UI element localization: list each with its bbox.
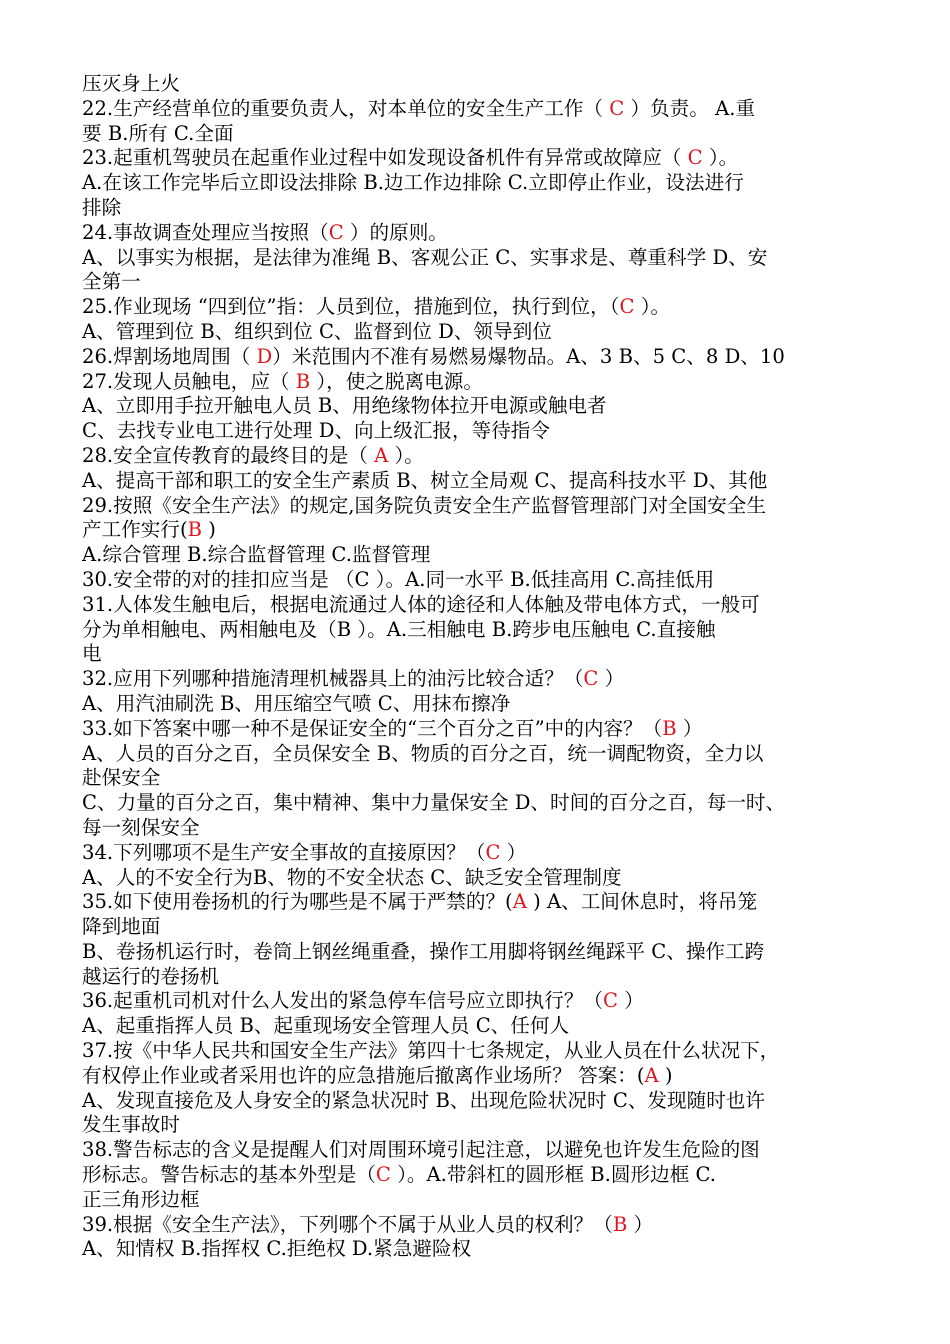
text-line [82, 345, 882, 370]
answer-letter: A [374, 443, 389, 467]
answer-letter: B [295, 369, 311, 393]
text-line [82, 1213, 882, 1238]
line-text: 压灭身上火 [82, 72, 180, 95]
text-line [82, 593, 882, 618]
answer-letter: B [662, 716, 677, 740]
line-text: 正三角形边框 [82, 1187, 200, 1211]
answer-letter: B [612, 1212, 628, 1236]
line-text: A、知情权 B.指挥权 C.拒绝权 D.紧急避险权 [82, 1237, 472, 1261]
line-text: 24.事故调查处理应当按照（ [82, 220, 329, 244]
text-line [82, 890, 882, 915]
line-text: 电 [82, 642, 102, 666]
line-text: 要 B.所有 C.全面 [82, 121, 234, 145]
line-text: A、发现直接危及人身安全的紧急状况时 B、出现危险状况时 C、发现随时也许 [82, 1088, 765, 1112]
text-line [82, 989, 882, 1014]
answer-letter: C [619, 295, 635, 319]
line-text-tail: ）的原则。 [343, 220, 448, 244]
line-text: 降到地面 [82, 915, 161, 939]
text-line [82, 940, 882, 965]
line-text: 产工作实行( [82, 518, 188, 542]
answer-letter: C [687, 146, 703, 170]
answer-letter: C [609, 96, 625, 120]
text-line [82, 915, 882, 940]
line-text: 23.起重机驾驶员在起重作业过程中如发现设备机件有异常或故障应（ [82, 146, 688, 170]
line-text: 发生事故时 [82, 1113, 180, 1137]
line-text: A、人的不安全行为B、物的不安全状态 C、缺乏安全管理制度 [82, 865, 622, 889]
text-line [82, 419, 882, 444]
line-text: A、起重指挥人员 B、起重现场安全管理人员 C、任何人 [82, 1014, 570, 1038]
answer-letter: C [583, 667, 599, 691]
text-line [82, 146, 882, 171]
line-text: 26.焊割场地周围（ [82, 344, 257, 368]
line-text: A、人员的百分之百，全员保安全 B、物质的百分之百，统一调配物资，全力以 [82, 741, 764, 765]
line-text: A.综合管理 B.综合监督管理 C.监督管理 [82, 543, 431, 567]
text-line [82, 196, 882, 221]
text-line [82, 1188, 882, 1213]
text-line [82, 122, 882, 147]
text-line [82, 791, 882, 816]
text-line [82, 642, 882, 667]
line-text: A、立即用手拉开触电人员 B、用绝缘物体拉开电源或触电者 [82, 394, 607, 418]
answer-letter: B [187, 518, 203, 542]
text-line [82, 618, 882, 643]
text-line [82, 667, 882, 692]
line-text: 25.作业现场 “四到位”指：人员到位，措施到位，执行到位，（ [82, 295, 620, 319]
line-text-tail: ） [500, 840, 527, 864]
line-text: 36.起重机司机对什么人发出的紧急停车信号应立即执行？（ [82, 989, 604, 1013]
line-text: 35.如下使用卷扬机的行为哪些是不属于严禁的？( [82, 890, 513, 914]
line-text: 每一刻保安全 [82, 815, 200, 839]
text-line [82, 97, 882, 122]
text-line [82, 965, 882, 990]
line-text: 37.按《中华人民共和国安全生产法》第四十七条规定，从业人员在什么状况下， [82, 1039, 780, 1063]
line-text: 31.人体发生触电后，根据电流通过人体的途径和人体触及带电体方式，一般可 [82, 592, 760, 616]
text-line [82, 1014, 882, 1039]
answer-letter: C [485, 840, 501, 864]
text-line [82, 221, 882, 246]
line-text-tail: ），使之脱离电源。 [310, 369, 483, 393]
text-line [82, 171, 882, 196]
line-text: 27.发现人员触电，应（ [82, 369, 296, 393]
text-line [82, 72, 882, 97]
text-line [82, 394, 882, 419]
text-line [82, 246, 882, 271]
document-page [82, 72, 882, 1262]
line-text: 排除 [82, 195, 122, 219]
line-text: 30.安全带的对的挂扣应当是 （C ）。A.同一水平 B.低挂高用 C.高挂低用 [82, 567, 715, 591]
text-line [82, 494, 882, 519]
text-line [82, 866, 882, 891]
text-line [82, 444, 882, 469]
answer-letter: A [644, 1063, 659, 1087]
text-line [82, 543, 882, 568]
answer-letter: A [512, 890, 527, 914]
text-line [82, 1064, 882, 1089]
text-line [82, 816, 882, 841]
line-text: 39.根据《安全生产法》，下列哪个不属于从业人员的权利？（ [82, 1212, 613, 1236]
line-text-tail: ）。 [388, 443, 424, 467]
line-text: 有权停止作业或者采用也许的应急措施后撤离作业场所？ 答案：( [82, 1063, 645, 1087]
line-text-tail: ) [202, 518, 216, 542]
text-line [82, 270, 882, 295]
line-text-tail: ） [598, 667, 625, 691]
text-line [82, 742, 882, 767]
line-text-tail: ）负责。 A.重 [624, 96, 756, 120]
answer-letter: D [256, 344, 273, 368]
line-text: A.在该工作完毕后立即设法排除 B.边工作边排除 C.立即停止作业，设法进行 [82, 171, 744, 195]
text-line [82, 320, 882, 345]
line-text: 38.警告标志的含义是提醒人们对周围环境引起注意，以避免也许发生危险的图 [82, 1138, 760, 1162]
line-text: 32.应用下列哪种措施清理机械器具上的油污比较合适？（ [82, 667, 584, 691]
line-text: C、力量的百分之百，集中精神、集中力量保安全 D、时间的百分之百，每一时、 [82, 791, 786, 815]
line-text: 28.安全宣传教育的最终目的是（ [82, 443, 375, 467]
line-text: A、以事实为根据，是法律为准绳 B、客观公正 C、实事求是、尊重科学 D、安 [82, 245, 768, 269]
line-text-tail: ) A、工间休息时，将吊笼 [526, 890, 758, 914]
line-text: 34.下列哪项不是生产安全事故的直接原因？（ [82, 840, 486, 864]
answer-letter: C [603, 989, 619, 1013]
line-text: 29.按照《安全生产法》的规定,国务院负责安全生产监督管理部门对全国安全生 [82, 493, 766, 517]
line-text: A、提高干部和职工的安全生产素质 B、树立全局观 C、提高科技水平 D、其他 [82, 468, 768, 492]
line-text-tail: ）。A.带斜杠的圆形框 B.圆形边框 C. [390, 1163, 717, 1187]
text-line [82, 1138, 882, 1163]
line-text: 33.如下答案中哪一种不是保证安全的“三个百分之百”中的内容？（ [82, 716, 663, 740]
line-text: B、卷扬机运行时，卷筒上钢丝绳重叠，操作工用脚将钢丝绳踩平 C、操作工跨 [82, 939, 765, 963]
text-line [82, 295, 882, 320]
text-line [82, 1237, 882, 1262]
line-text-tail: ）。 [702, 146, 739, 170]
text-line [82, 1113, 882, 1138]
line-text: 越运行的卷扬机 [82, 964, 220, 988]
text-line [82, 1089, 882, 1114]
text-line [82, 469, 882, 494]
line-text-tail: ) [658, 1063, 673, 1087]
line-text-tail: ） [627, 1212, 654, 1236]
text-line [82, 841, 882, 866]
line-text: 形标志。警告标志的基本外型是（ [82, 1163, 376, 1187]
text-line [82, 717, 882, 742]
line-text-tail: ） [618, 989, 644, 1013]
line-text: 22.生产经营单位的重要负责人，对本单位的安全生产工作（ [82, 96, 610, 120]
answer-letter: C [375, 1163, 391, 1187]
answer-letter: C [328, 220, 344, 244]
text-line [82, 568, 882, 593]
line-text: C、去找专业电工进行处理 D、向上级汇报，等待指令 [82, 419, 550, 443]
line-text-tail: ）米范围内不准有易燃易爆物品。A、3 B、5 C、8 D、10 [272, 344, 785, 368]
line-text-tail: ） [676, 716, 703, 740]
line-text: 赴保安全 [82, 766, 161, 790]
text-line [82, 692, 882, 717]
text-line [82, 370, 882, 395]
line-text: 分为单相触电、两相触电及（B ）。A.三相触电 B.跨步电压触电 C.直接触 [82, 617, 716, 641]
line-text: 全第一 [82, 270, 141, 294]
line-text: A、管理到位 B、组织到位 C、监督到位 D、领导到位 [82, 319, 552, 343]
text-line [82, 1039, 882, 1064]
text-line [82, 1163, 882, 1188]
line-text-tail: ）。 [634, 295, 671, 319]
line-text: A、用汽油刷洗 B、用压缩空气喷 C、用抹布擦净 [82, 691, 511, 715]
text-line [82, 766, 882, 791]
text-line [82, 518, 882, 543]
